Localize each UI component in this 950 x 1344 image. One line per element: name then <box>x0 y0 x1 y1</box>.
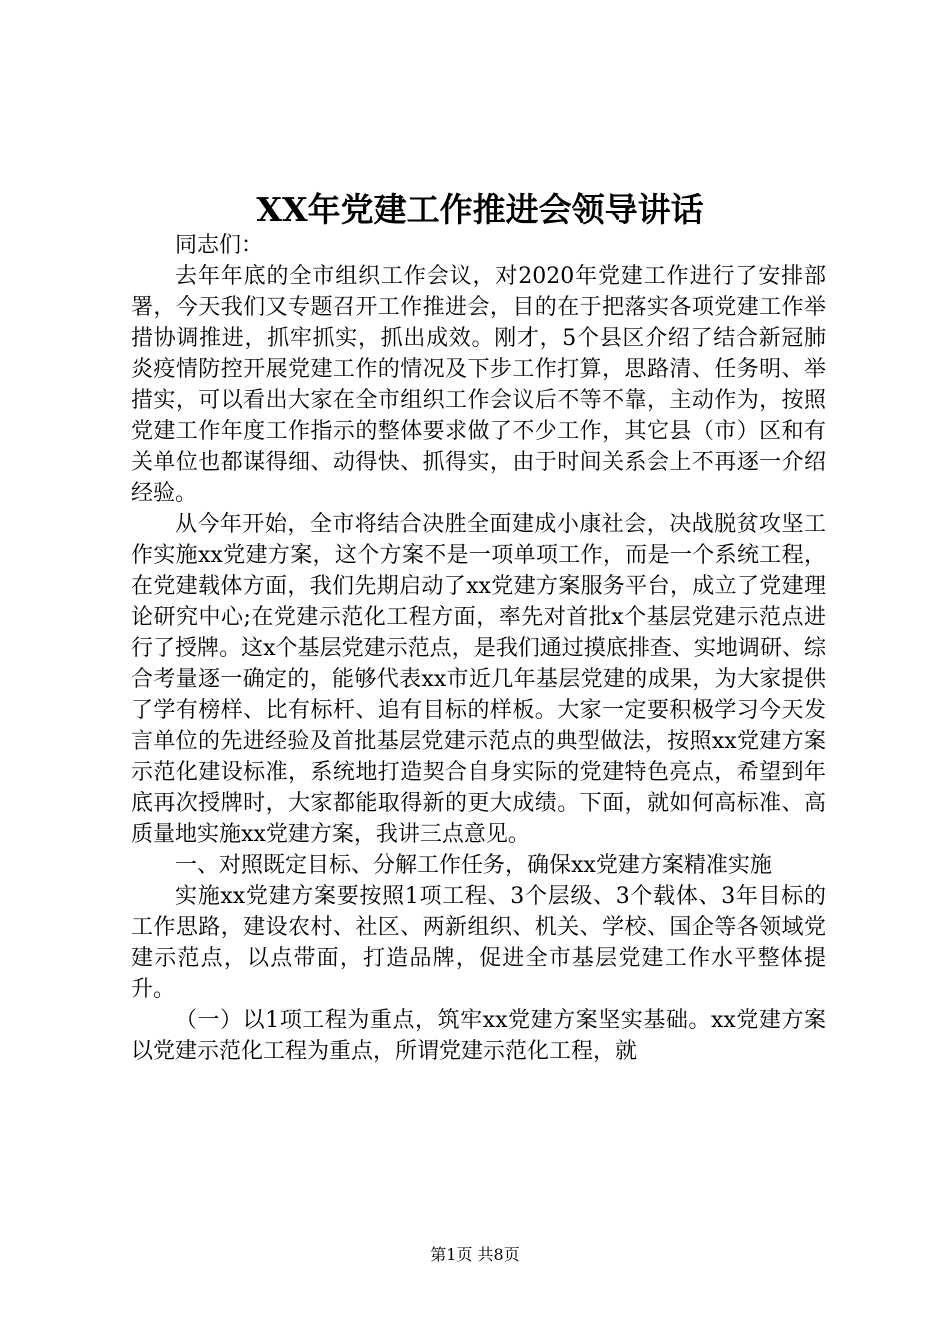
section-heading: 一、对照既定目标、分解工作任务，确保xx党建方案精准实施 <box>175 853 772 878</box>
document-title: XX年党建工作推进会领导讲话 <box>256 190 704 229</box>
document-body <box>131 230 826 1067</box>
paragraph: （一）以1项工程为重点，筑牢xx党建方案坚实基础。xx党建方案以党建示范化工程为重点，所谓党建示范化工程，就 <box>131 1008 826 1064</box>
salutation: 同志们： <box>175 233 264 258</box>
paragraph: 实施xx党建方案要按照1项工程、3个层级、3个载体、3年目标的工作思路，建设农村、社区、两新组织、机关、学校、国企等各领域党建示范点，以点带面，打造品牌，促进全市基层党建工作水平整体提升。 <box>131 884 826 1002</box>
paragraph: 去年年底的全市组织工作会议，对2020年党建工作进行了安排部署，今天我们又专题召开工作推进会，目的在于把落实各项党建工作举措协调推进，抓牢抓实，抓出成效。刚才，5个县区介绍了结合新冠肺炎疫情防控开展党建工作的情况及下步工作打算，思路清、任务明、举措实，可以看出大家在全市组织工作会议后不等不靠，主动作为，按照党建工作年度工作指示的整体要求做了不少工作，其它县（市）区和有关单位也都谋得细、动得快、抓得实，由于时间关系会上不再逐一介绍经验。 <box>131 264 826 506</box>
page-footer: 第1页 共8页 <box>430 1245 520 1264</box>
paragraph: 从今年开始，全市将结合决胜全面建成小康社会，决战脱贫攻坚工作实施xx党建方案，这个方案不是一项单项工作，而是一个系统工程，在党建载体方面，我们先期启动了xx党建方案服务平台，成立了党建理论研究中心;在党建示范化工程方面，率先对首批x个基层党建示范点进行了授牌。这x个基层党建示范点，是我们通过摸底排查、实地调研、综合考量逐一确定的，能够代表xx市近几年基层党建的成果，为大家提供了学有榜样、比有标杆、追有目标的样板。大家一定要积极学习今天发言单位的先进经验及首批基层党建示范点的典型做法，按照xx党建方案示范化建设标准，系统地打造契合自身实际的党建特色亮点，希望到年底再次授牌时，大家都能取得新的更大成绩。下面，就如何高标准、高质量地实施xx党建方案，我讲三点意见。 <box>131 512 826 847</box>
